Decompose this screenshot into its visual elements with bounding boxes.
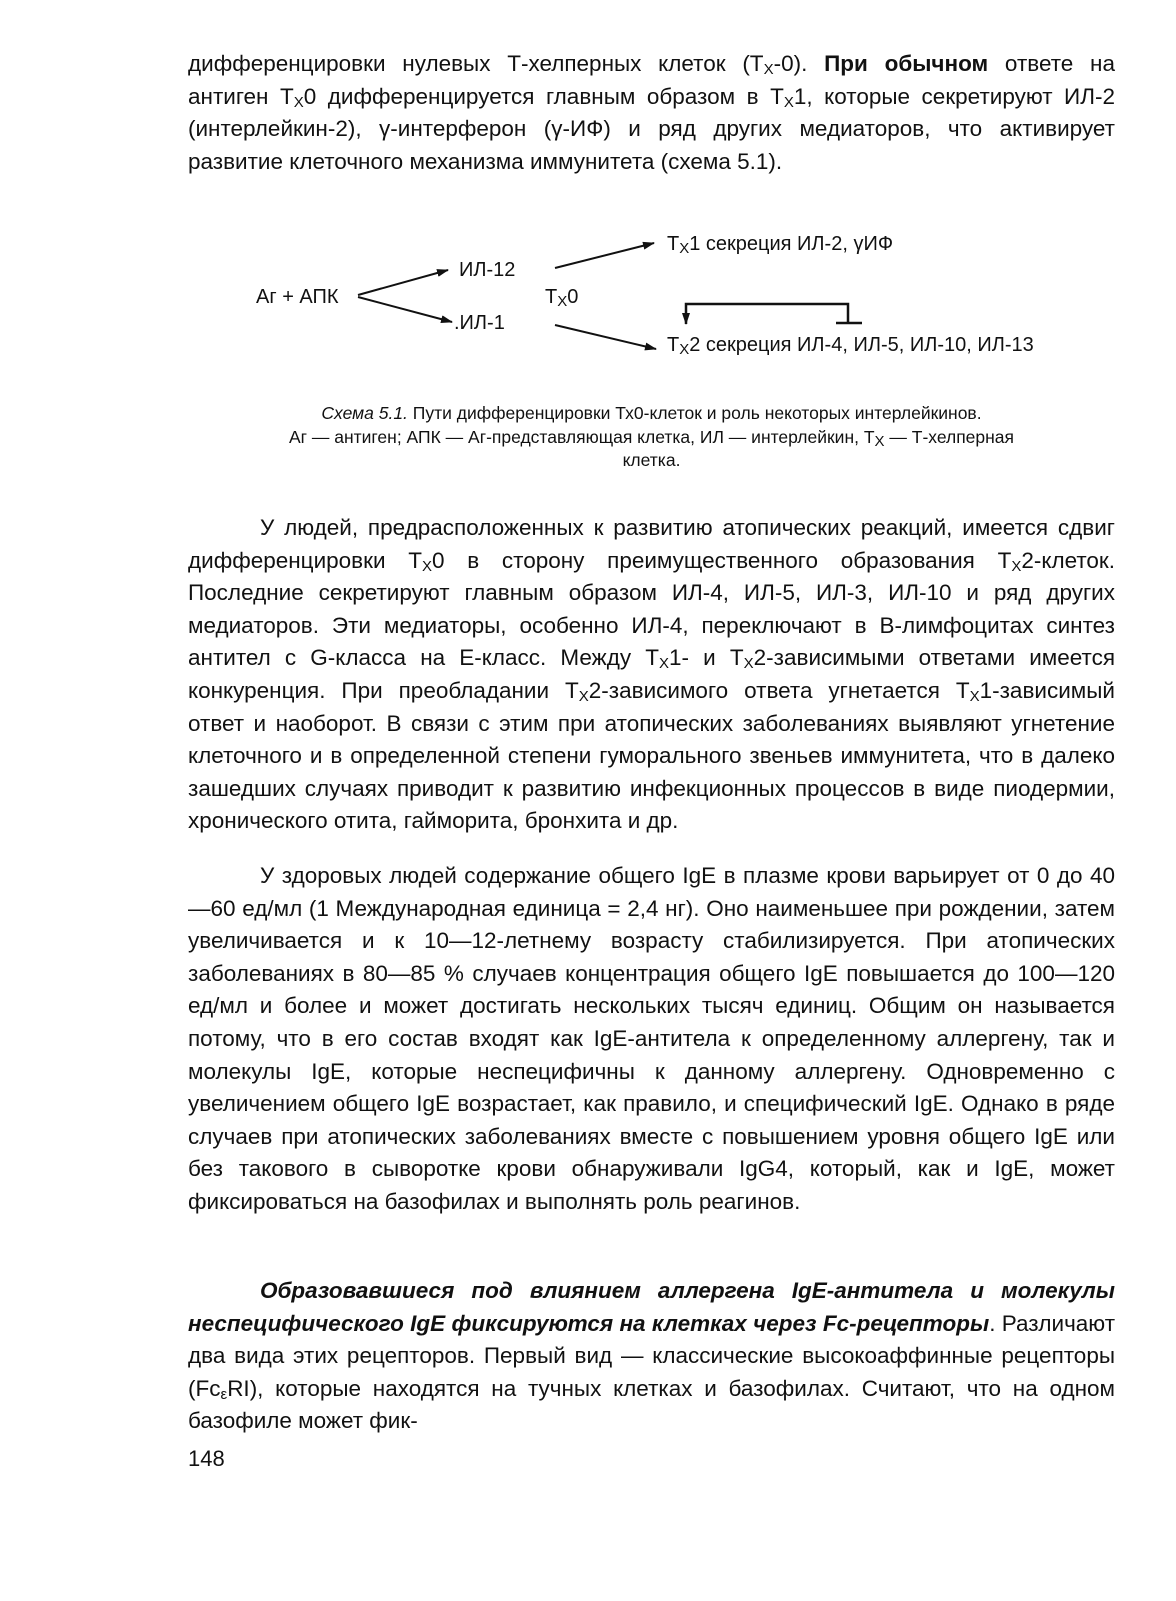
bold-phrase: При обычном <box>824 51 989 76</box>
paragraph-3: У здоровых людей содержание общего IgE в плазме крови варьирует от 0 до 40—60 ед/мл (1 Международная единица = 2,4 нг). Оно наименьшее при рождении, затем увеличивается и к 10—12-летнему возрасту стабилизируется. При атопических заболеваниях в 80—85 % случаев концентрация общего IgE повышается до 100—120 ед/мл и более и может достигать нескольких тысяч единиц. Общим он называется потому, что в его состав входят как IgE-антитела к определенному аллергену, так и молекулы IgE, которые неспецифичны к данному аллергену. Одновременно с увеличением общего IgE возрастает, как правило, и специфический IgE. Однако в ряде случаев при атопических заболеваниях вместе с повышением уровня общего IgE или без такового в сыворотке крови обнаруживали IgG4, который, как и IgE, может фиксироваться на базофилах и выполнять роль реагинов. <box>188 863 1115 1214</box>
arrow-to-tx2 <box>555 325 656 349</box>
figure-caption: Схема 5.1. Пути дифференцировки Тх0-клеток и роль некоторых интерлейкинов. Аг — антиген; АПК — Аг-представляющая клетка, ИЛ — интерлейкин, $Т_Х$ — Т-хелперная клетка. <box>288 403 1015 470</box>
arrow-to-tx1 <box>555 243 654 268</box>
paragraph-1: дифференцировки нулевых Т-хелперных клеток $(Т_Х-0)$. При обычном ответе на антиген $Т_Х0$ дифференцируется главным образом в $Т_Х1$, которые секретируют ИЛ-2 (интерлейкин-2), γ-интерферон (γ-ИФ) и ряд других медиаторов, что активирует развитие клеточного механизма иммунитета (схема 5.1). <box>188 51 1115 174</box>
label-ag-apk: Аг + АПК <box>256 286 339 308</box>
label-il1: .ИЛ-1 <box>454 312 505 334</box>
arrow-to-il12 <box>358 270 448 295</box>
paragraph-4: Образовавшиеся под влиянием аллергена IgE-антитела и молекулы неспецифического IgE фиксируются на клетках через Fc-рецепторы. Различают два вида этих рецепторов. Первый вид — классические высокоаффинные рецепторы $(Fc_\varepsilon RI)$, которые находятся на тучных клетках и базофилах. Считают, что на одном базофиле может фик- <box>188 1278 1115 1434</box>
label-tx2: $Т_Х2$ секреция ИЛ-4, ИЛ-5, ИЛ-10, ИЛ-13 <box>667 334 1034 358</box>
caption-label: Схема 5.1. <box>321 403 408 423</box>
paragraph-2: У людей, предрасположенных к развитию атопических реакций, имеется сдвиг дифференцировки $Т_Х0$ в сторону преимущественного образования $Т_Х2$-клеток. Последние секретируют главным образом ИЛ-4, ИЛ-5, ИЛ-3, ИЛ-10 и ряд других медиаторов. Эти медиаторы, особенно ИЛ-4, переключают в В-лимфоцитах синтез антител с G-класса на Е-класс. Между $Т_Х1-$ и $Т_Х2$-зависимыми ответами имеется конкуренция. При преобладании $Т_Х2$-зависимого ответа угнетается $Т_Х1$-зависимый ответ и наоборот. В связи с этим при атопических заболеваниях выявляют угнетение клеточного и в определенной степени гуморального звеньев иммунитета, что в далеко зашедших случаях приводит к развитию инфекционных процессов в виде пиодермии, хронического отита, гайморита, бронхита и др. <box>188 515 1116 834</box>
label-tx1: $Т_Х1$ секреция ИЛ-2, γИФ <box>667 233 894 257</box>
label-il12: ИЛ-12 <box>459 259 516 281</box>
label-tx0: $Т_Х0$ <box>545 286 579 310</box>
feedback-bracket <box>686 304 848 324</box>
page-number: 148 <box>188 1446 225 1471</box>
arrow-to-il1 <box>358 297 452 322</box>
bold-italic-phrase: Образовавшиеся под влиянием аллергена IgE-антитела и молекулы неспецифического IgE фиксируются на клетках через Fc-рецепторы <box>188 1278 1115 1336</box>
